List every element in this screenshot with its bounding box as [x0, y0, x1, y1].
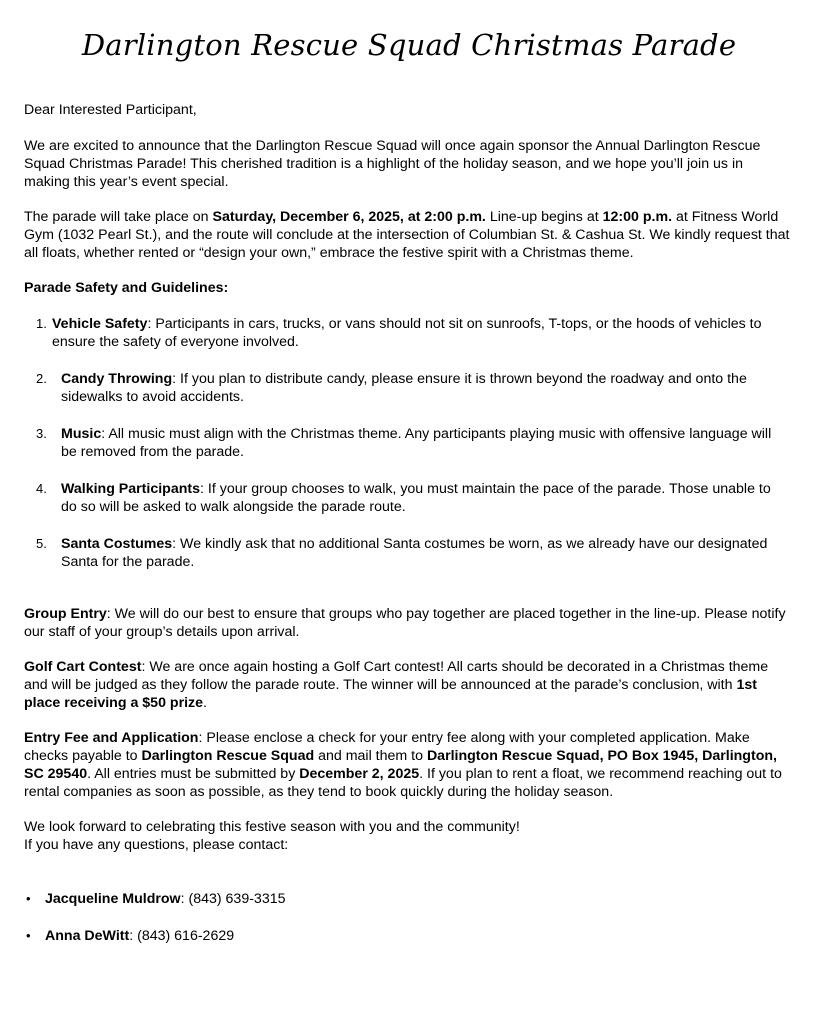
guideline-text: : We kindly ask that no additional Santa costumes be worn, as we already have our designated Santa for the parade. [61, 536, 768, 570]
details-text-1: The parade will take place on [24, 209, 213, 225]
golf-cart-text: : We are once again hosting a Golf Cart contest! All carts should be decorated in a Christmas theme and will be judged as they follow the parade route. The winner will be announced at the parade’s conclusion, with [24, 659, 769, 693]
contact-item [24, 927, 790, 945]
group-entry-paragraph [24, 605, 790, 641]
details-text-3: at Fitness World Gym (1032 Pearl St.), and the route will conclude at the intersection of Columbian St. & Cashua St. We kindly request that all floats, whether rented or “design your own,” embrace the festive spirit with a Christmas theme. [24, 209, 790, 261]
guideline-text: : If you plan to distribute candy, please ensure it is thrown beyond the roadway and onto the sidewalks to avoid accidents. [61, 371, 747, 405]
closing-line-1: We look forward to celebrating this festive season with you and the community! [24, 819, 520, 835]
guidelines-heading: Parade Safety and Guidelines: [24, 280, 229, 296]
guideline-title: Music [61, 426, 102, 442]
entry-fee-text-1: : Please enclose a check for your entry fee along with your completed application. Make checks payable to [24, 730, 750, 764]
bullet-icon: • [26, 928, 31, 943]
closing-line-2: If you have any questions, please contact: [24, 837, 289, 853]
guideline-item [24, 535, 790, 571]
group-entry-text: : We will do our best to ensure that groups who pay together are placed together in the line-up. Please notify our staff of your group’s details upon arrival. [24, 606, 786, 640]
golf-cart-end: . [203, 695, 207, 711]
guideline-number: 1. [36, 316, 47, 331]
entry-fee-text-2: and mail them to [314, 748, 427, 764]
guideline-title: Vehicle Safety [52, 316, 148, 332]
guideline-title: Santa Costumes [61, 536, 173, 552]
guideline-item [24, 315, 790, 351]
letter-body [24, 101, 790, 964]
parade-date: Saturday, December 6, 2025, at 2:00 p.m. [212, 209, 486, 225]
entry-fee-text-4: . If you plan to rent a float, we recommend reaching out to rental companies as soon as possible, as they tend to book quickly during the holiday season. [24, 766, 782, 800]
entry-fee-label: Entry Fee and Application [24, 730, 199, 746]
contact-name: Anna DeWitt [45, 928, 130, 944]
guideline-text: : Participants in cars, trucks, or vans should not sit on sunroofs, T-tops, or the hoods of vehicles to ensure the safety of everyone involved. [52, 316, 762, 350]
entry-deadline: December 2, 2025 [299, 766, 420, 782]
payee-name: Darlington Rescue Squad [141, 748, 315, 764]
document-title: Darlington Rescue Squad Christmas Parade [81, 28, 737, 62]
intro-paragraph: We are excited to announce that the Darlington Rescue Squad will once again sponsor the Annual Darlington Rescue Squad Christmas Parade! This cherished tradition is a highlight of the holiday season, and we hope you’ll join us in making this year’s event special. [24, 138, 761, 190]
guideline-number: 3. [36, 426, 47, 441]
golf-cart-paragraph [24, 658, 790, 712]
details-text-2: Line-up begins at [485, 209, 603, 225]
mailing-address: Darlington Rescue Squad, PO Box 1945, Darlington, SC 29540 [24, 748, 777, 782]
group-entry-label: Group Entry [24, 606, 107, 622]
guideline-number: 4. [36, 481, 47, 496]
contact-name: Jacqueline Muldrow [45, 891, 181, 907]
golf-cart-prize: 1st place receiving a $50 prize [24, 677, 757, 711]
bullet-icon: • [26, 891, 31, 906]
contact-phone: : (843) 639-3315 [180, 891, 286, 907]
contacts-list [24, 890, 790, 945]
greeting: Dear Interested Participant, [24, 102, 197, 118]
contact-phone: : (843) 616-2629 [129, 928, 235, 944]
entry-fee-text-3: . All entries must be submitted by [87, 766, 300, 782]
guideline-item [24, 425, 790, 461]
guideline-title: Walking Participants [61, 481, 201, 497]
guideline-text: : If your group chooses to walk, you must maintain the pace of the parade. Those unable to do so will be asked to walk alongside the parade route. [61, 481, 771, 515]
golf-cart-label: Golf Cart Contest [24, 659, 142, 675]
guideline-item [24, 480, 790, 516]
guideline-text: : All music must align with the Christmas theme. Any participants playing music with offensive language will be removed from the parade. [61, 426, 772, 460]
contact-item [24, 890, 790, 908]
details-paragraph [24, 208, 790, 262]
entry-fee-paragraph [24, 729, 790, 801]
guideline-number: 5. [36, 536, 47, 551]
guideline-number: 2. [36, 371, 47, 386]
lineup-time: 12:00 p.m. [602, 209, 673, 225]
guidelines-list [24, 315, 790, 571]
guideline-item [24, 370, 790, 406]
guideline-title: Candy Throwing [61, 371, 173, 387]
